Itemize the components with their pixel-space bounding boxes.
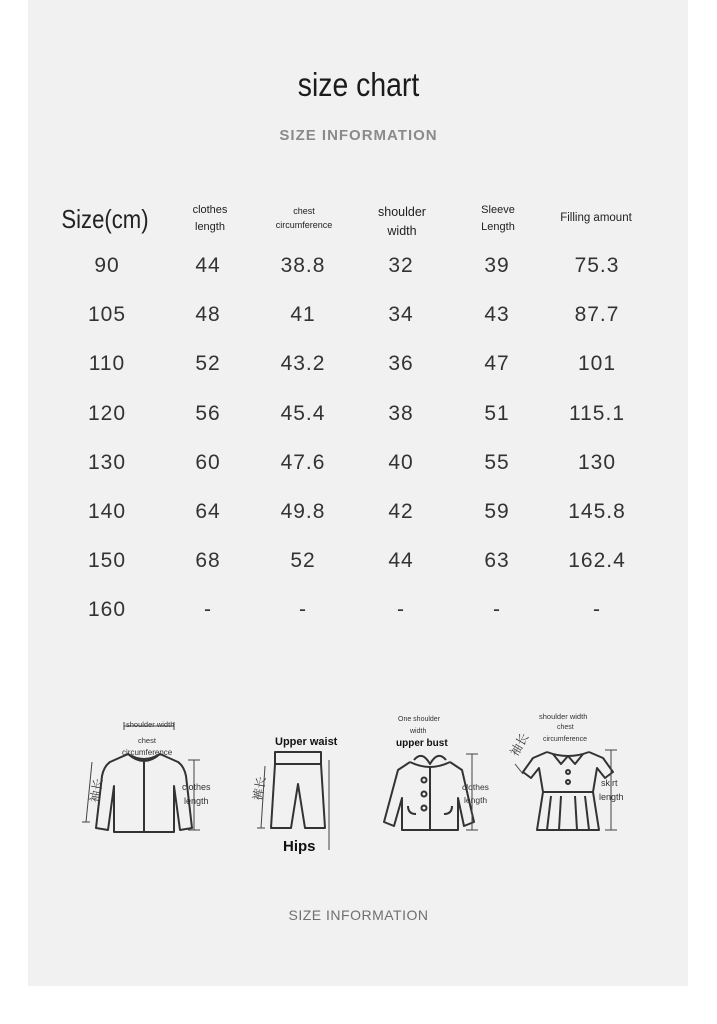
cell-chest: 45.4 [280,401,326,425]
cell-filling: 75.3 [574,254,620,277]
cell-clothes-length: 44 [195,254,221,277]
jacket-illustration [80,710,210,840]
cell-clothes-length: 64 [195,500,221,523]
cell-size: 90 [94,254,120,277]
table-row [0,598,717,628]
cell-filling: - [593,598,601,622]
header-clothes-length-line1: clothes [192,204,228,216]
dress-shoulder-label: shoulder width [539,712,588,721]
cell-filling: 130 [577,450,617,474]
cell-shoulder: - [397,598,405,622]
cell-sleeve: 47 [484,352,510,376]
jacket-sleeve-label: 袖长 [87,777,106,804]
coat-illustration [378,710,498,840]
cell-filling: 101 [577,352,617,376]
cell-chest: 41 [290,303,316,327]
cell-shoulder: 38 [388,401,414,425]
jacket-shoulder-label: shoulder width [126,720,175,729]
cell-shoulder: 34 [388,303,414,327]
dress-chest-label-1: chest [557,724,574,731]
cell-sleeve: 59 [484,500,510,523]
cell-chest: 52 [290,549,316,573]
cell-size: 105 [87,303,127,327]
cell-chest: - [299,598,307,622]
page-subtitle: SIZE INFORMATION [279,127,438,144]
header-chest-line1: chest [293,206,315,216]
dress-sleeve-label: 袖长 [507,730,532,759]
cell-sleeve: 55 [484,450,510,474]
jacket-length-label-2: length [184,796,209,806]
header-filling: Filling amount [560,212,632,224]
header-sleeve [458,202,538,236]
header-clothes-length-line2: length [195,221,225,233]
table-row [0,549,717,579]
cell-size: 130 [87,450,127,474]
jacket-length-label-1: clothes [182,782,211,792]
dress-illustration [503,706,633,836]
coat-shoulder-label-2: width [410,728,427,735]
cell-shoulder: 40 [388,450,414,474]
header-chest [258,204,350,232]
cell-clothes-length: 60 [195,450,221,474]
cell-filling: 145.8 [568,500,626,523]
header-clothes-length [170,203,250,234]
jacket-chest-label-2: circumference [122,748,173,757]
coat-length-label-2: length [464,795,488,805]
coat-length-label-1: clothes [462,782,489,792]
cell-shoulder: 44 [388,549,414,573]
cell-size: 120 [87,401,127,425]
table-row [0,303,717,333]
cell-clothes-length: 52 [195,352,221,376]
cell-size: 160 [87,598,127,622]
cell-shoulder: 32 [388,254,414,277]
cell-filling: 162.4 [568,549,626,573]
coat-shoulder-label-1: One shoulder [398,716,441,723]
header-shoulder-line1: shoulder [378,205,426,219]
table-row [0,254,717,284]
cell-chest: 38.8 [280,254,326,277]
cell-size: 150 [87,549,127,573]
header-sleeve-line1: Sleeve [481,204,515,216]
header-shoulder [362,203,442,241]
table-row [0,352,717,382]
cell-clothes-length: 48 [195,303,221,327]
cell-clothes-length: - [204,598,212,622]
cell-sleeve: 51 [484,401,510,425]
dress-skirt-label-1: skirt [601,778,618,788]
cell-clothes-length: 68 [195,549,221,573]
dress-chest-label-2: circumference [543,736,587,743]
cell-chest: 43.2 [280,352,326,376]
table-row [0,451,717,481]
cell-sleeve: 43 [484,303,510,327]
cell-sleeve: - [493,598,501,622]
pants-hips-label: Hips [283,838,316,855]
dress-skirt-label-2: length [599,792,624,802]
cell-filling: 115.1 [569,401,625,425]
header-chest-line2: circumference [275,220,333,230]
cell-sleeve: 63 [484,549,510,573]
pants-length-label: 裤长 [250,775,269,802]
cell-chest: 49.8 [280,500,326,523]
cell-shoulder: 36 [388,352,414,376]
cell-sleeve: 39 [484,254,510,277]
pants-waist-label: Upper waist [275,736,338,748]
jacket-drawing [80,710,210,840]
table-row [0,500,717,530]
cell-chest: 47.6 [280,450,326,474]
coat-bust-label: upper bust [396,738,448,749]
jacket-chest-label-1: chest [138,736,156,745]
cell-clothes-length: 56 [195,401,221,425]
header-size: Size(cm) [61,204,149,234]
table-row [0,402,717,432]
cell-size: 110 [88,352,126,376]
cell-shoulder: 42 [388,500,414,523]
coat-drawing [378,710,498,840]
header-sleeve-line2: Length [481,221,515,233]
page-title: size chart [297,66,420,103]
cell-size: 140 [87,500,127,523]
cell-filling: 87.7 [574,303,620,327]
header-shoulder-line2: width [387,224,417,238]
page-footer: SIZE INFORMATION [288,907,429,923]
pants-illustration [243,730,343,860]
